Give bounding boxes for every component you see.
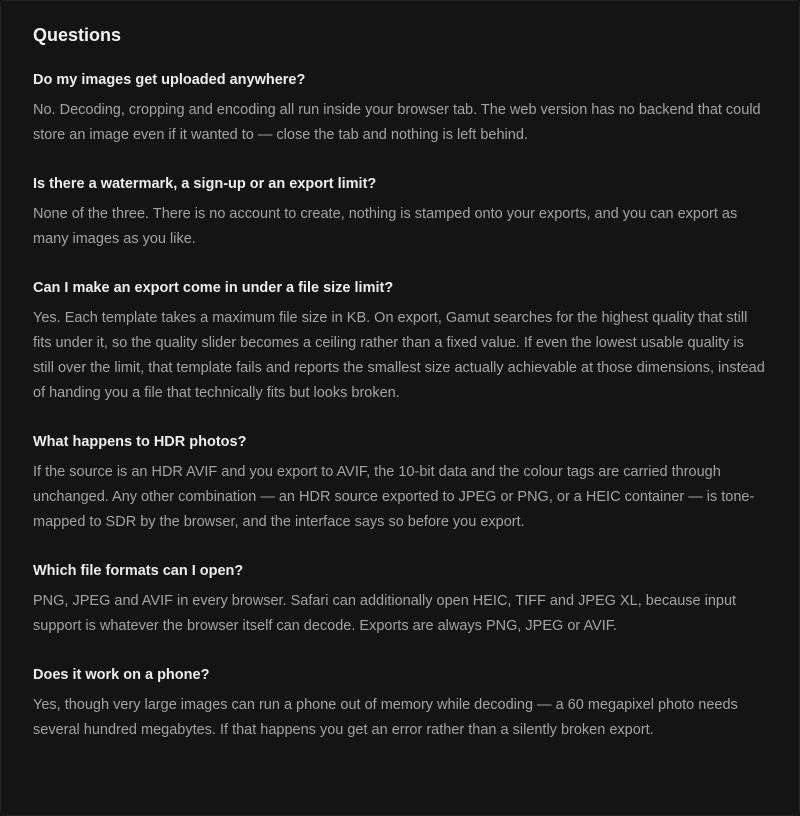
faq-answer: None of the three. There is no account to create, nothing is stamped onto your exports, and you can export as many images as you like. — [33, 206, 738, 247]
faq-question: What happens to HDR photos? — [33, 434, 247, 450]
faq-question: Do my images get uploaded anywhere? — [33, 72, 306, 88]
faq-answer: Yes, though very large images can run a phone out of memory while decoding — a 60 megapixel photo needs several hundred megabytes. If that happens you get an error rather than a silently broken export. — [33, 697, 738, 738]
faq-item — [33, 561, 767, 639]
faq-question: Does it work on a phone? — [33, 667, 210, 683]
faq-item — [33, 70, 767, 148]
faq-question: Which file formats can I open? — [33, 563, 244, 579]
section-title: Questions — [33, 25, 122, 45]
faq-answer: No. Decoding, cropping and encoding all run inside your browser tab. The web version has no backend that could store an image even if it wanted to — close the tab and nothing is left behind. — [33, 102, 761, 143]
faq-answer: PNG, JPEG and AVIF in every browser. Safari can additionally open HEIC, TIFF and JPEG XL, because input support is whatever the browser itself can decode. Exports are always PNG, JPEG or AVIF. — [33, 593, 737, 634]
faq-answer: Yes. Each template takes a maximum file size in KB. On export, Gamut searches for the highest quality that still fits under it, so the quality slider becomes a ceiling rather than a fixed value. If even the lowest usable quality is still over the limit, that template fails and reports the smallest size actually achievable at those dimensions, instead of handing you a file that technically fits but looks broken. — [33, 310, 765, 401]
faq-item — [33, 665, 767, 743]
faq-item — [33, 174, 767, 252]
faq-question: Is there a watermark, a sign-up or an export limit? — [33, 176, 377, 192]
faq-item — [33, 278, 767, 406]
faq-item — [33, 432, 767, 535]
faq-answer: If the source is an HDR AVIF and you export to AVIF, the 10-bit data and the colour tags are carried through unchanged. Any other combination — an HDR source exported to JPEG or PNG, or a HEIC container — is tone-mapped to SDR by the browser, and the interface says so before you export. — [33, 464, 755, 530]
faq-question: Can I make an export come in under a file size limit? — [33, 280, 394, 296]
